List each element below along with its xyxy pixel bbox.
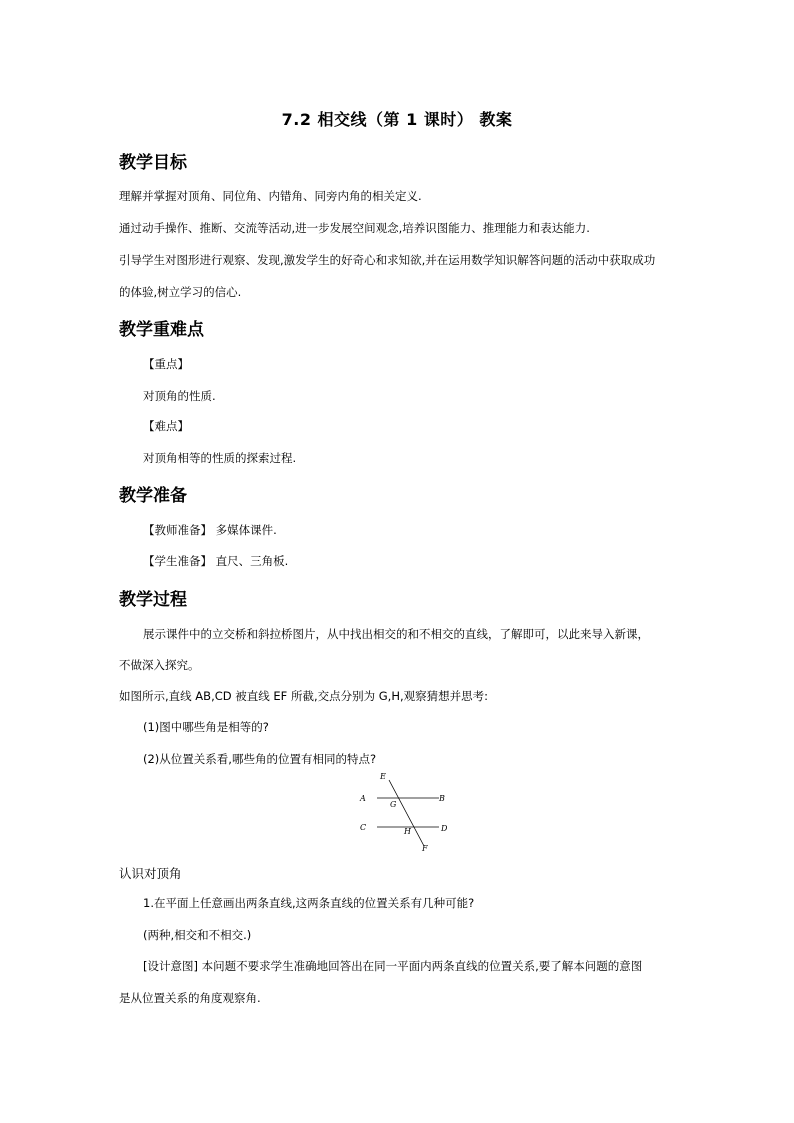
heading-key-points: 教学重难点	[119, 320, 204, 340]
goal-item-1: 理解并掌握对顶角、同位角、内错角、同旁内角的相关定义.	[119, 189, 422, 203]
label-a: A	[360, 794, 366, 803]
goal-item-3: 引导学生对图形进行观察、发现,激发学生的好奇心和求知欲,并在运用数学知识解答问题的活动中获取成功	[119, 253, 656, 267]
question-2: (2)从位置关系看,哪些角的位置有相同的特点?	[143, 752, 377, 766]
subheading-vertical-angles: 认识对顶角	[119, 866, 182, 881]
process-intro-line-2: 不做深入探究。	[119, 658, 200, 672]
line-ef	[389, 780, 424, 846]
label-b: B	[439, 794, 445, 803]
design-intent-line-2: 是从位置关系的角度观察角.	[119, 991, 261, 1005]
heading-preparation: 教学准备	[119, 486, 187, 506]
question-1: (1)图中哪些角是相等的?	[143, 720, 269, 734]
label-g: G	[390, 800, 397, 809]
label-h: H	[404, 827, 411, 836]
item-1-question: 1.在平面上任意画出两条直线,这两条直线的位置关系有几种可能?	[143, 896, 475, 910]
difficult-point-label: 【难点】	[143, 419, 189, 433]
figure-description: 如图所示,直线 AB,CD 被直线 EF 所截,交点分别为 G,H,观察猜想并思考:	[119, 689, 489, 703]
document-title: 7.2 相交线（第 1 课时） 教案	[281, 110, 513, 129]
goal-item-3-continued: 的体验,树立学习的信心.	[119, 285, 242, 299]
heading-teaching-goals: 教学目标	[119, 153, 187, 173]
process-intro-line-1: 展示课件中的立交桥和斜拉桥图片，从中找出相交的和不相交的直线，了解即可，以此来导入新课，	[143, 627, 649, 641]
intersecting-lines-figure	[354, 772, 454, 854]
difficult-point-text: 对顶角相等的性质的探索过程.	[143, 451, 297, 465]
design-intent-line-1: [设计意图] 本问题不要求学生准确地回答出在同一平面内两条直线的位置关系,要了解本问题的意图	[143, 959, 643, 973]
teacher-preparation: 【教师准备】 多媒体课件.	[143, 523, 277, 537]
key-point-label: 【重点】	[143, 357, 189, 371]
heading-teaching-process: 教学过程	[119, 590, 187, 610]
student-preparation: 【学生准备】 直尺、三角板.	[143, 554, 289, 568]
goal-item-2: 通过动手操作、推断、交流等活动,进一步发展空间观念,培养识图能力、推理能力和表达能力.	[119, 221, 590, 235]
label-c: C	[360, 823, 367, 832]
key-point-text: 对顶角的性质.	[143, 389, 216, 403]
label-e: E	[380, 772, 386, 781]
label-d: D	[441, 824, 448, 833]
label-f: F	[422, 844, 428, 853]
item-1-answer: (两种,相交和不相交.)	[143, 928, 252, 942]
